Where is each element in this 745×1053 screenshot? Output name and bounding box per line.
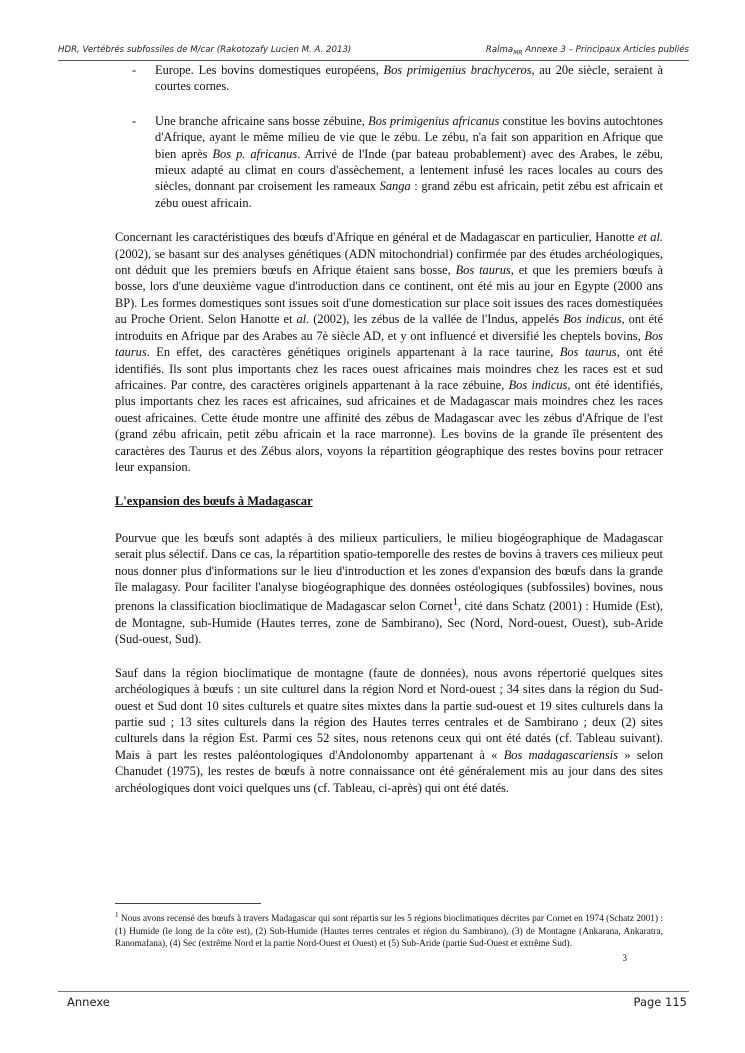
- footnote-divider: [115, 903, 261, 904]
- header-right-rest: Annexe 3 – Principaux Articles publiés: [522, 45, 689, 55]
- bullet-text: Europe. Les bovins domestiques européens, Bos primigenius brachyceros, au 20e siècle, seraient à courtes cornes.: [155, 63, 663, 94]
- bullet-text: Une branche africaine sans bosse zébuine, Bos primigenius africanus constitue les bovins autochtones d'Afrique, ayant le même milieu de vie que le zébu. Le zébu, n'a fait son apparition en Afrique que bien après Bos p. africanus. Arrivé de l'Inde (par bateau probablement) avec des Arabes, le zébu, mieux adapté au climat en cours d'assèchement, a lentement infusé les races locales au cours des siècles, donnant par croisement les rameaux Sanga : grand zébu est africain, petit zébu est africain et zébu ouest africain.: [155, 113, 664, 210]
- footnote-number: 1: [115, 911, 119, 919]
- bullet-dash: -: [132, 63, 137, 77]
- running-header-right: [486, 45, 689, 57]
- header-right-sub: MR: [513, 49, 523, 57]
- bullet-item-europe: [115, 62, 663, 95]
- running-header-left: HDR, Vertébrés subfossiles de M/car (Rakotozafy Lucien M. A. 2013): [58, 45, 352, 55]
- header-right-main: Ralma: [485, 45, 514, 55]
- paragraph-bioclimatic: Pourvue que les bœufs sont adaptés à des milieux particuliers, le milieu biogéographique de Madagascar serait plus sélectif. Dans ce cas, la répartition spatio-temporelle des restes de bovins à travers ces milieux peut nous donner plus d'informations sur le lieu d'introduction et les zones d'expansion des bœufs dans la grande île malagasy. Pour faciliter l'analyse biogéographique des données ostéologiques (subfossiles) bovines, nous prenons la classification bioclimatique de Madagascar selon Cornet$^1$, cité dans Schatz (2001) : Humide (Est), de Montagne, sub-Humide (Hautes terres, zone de Sambirano), Sec (Nord, Nord-ouest, Ouest), sub-Aride (Sud-ouest, Sud).: [115, 530, 663, 647]
- footnote: [115, 909, 663, 950]
- footnote-text: Nous avons recensé des bœufs à travers Madagascar qui sont répartis sur les 5 régions bioclimatiques décrites par Cornet en 1974 (Schatz 2001) : (1) Humide (le long de la côte est), (2) Sub-Humide (Hautes terres centrales et région du Sambirano), (3) de Montagne (Ankarana, Ankaratra, Ranomafana), (4) Sec (extrême Nord et la partie Nord-Ouest et Ouest) et (5) Sub-Aride (partie Sud-Ouest et extrême Sud).: [115, 914, 663, 949]
- footer-label: Annexe: [67, 995, 110, 1009]
- section-heading: L'expansion des bœufs à Madagascar: [115, 494, 313, 509]
- footer-divider: [58, 991, 689, 992]
- paragraph-hanotte: Concernant les caractéristiques des bœufs d'Afrique en général et de Madagascar en particulier, Hanotte et al. (2002), se basant sur des analyses génétiques (ADN mitochondrial) confirmée par des études archéologiques, ont déduit que les premiers bœufs en Afrique étaient sans bosse, Bos taurus, et que les premiers bœufs à bosse, lors d'une deuxième vague d'introduction dans ce continent, ont été mis au jour en Egypte (2000 ans BP). Les formes domestiques sont issues soit d'une domestication sur place soit issues des races domestiquées au Proche Orient. Selon Hanotte et al. (2002), les zébus de la vallée de l'Indus, appelés Bos indicus, ont été introduits en Afrique par des Arabes au 7è siècle AD, et y ont influencé et diversifié les cheptels bovins, Bos taurus. En effet, des caractères génétiques originels appartenant à la race taurine, Bos taurus, ont été identifiés. Ils sont plus importants chez les races ouest africaines mais moindres chez les races est et sud africaines. Par contre, des caractères originels appartenant à la race zébuine, Bos indicus, ont été identifiés, plus importants chez les races est africaines, sud africaines et de Madagascar mais moindres chez les races ouest africaines. Cette étude montre une affinité des zébus de Madagascar avec les zébus d'Afrique de l'est (grand zébu africain, petit zébu africain et la race marronne). Les bovins de la grande île présentent des caractères des Taurus et des Zébus alors, voyons la répartition géographique des restes bovins pour retracer leur expansion.: [115, 230, 664, 474]
- page-number: Page 115: [633, 995, 687, 1009]
- inner-page-number: 3: [622, 953, 627, 963]
- page-body: [115, 62, 663, 813]
- bullet-item-africa: [115, 113, 663, 211]
- footnote-ref[interactable]: 1: [452, 597, 458, 609]
- bullet-dash: -: [132, 113, 137, 128]
- header-divider: [58, 60, 689, 61]
- paragraph-sites: Sauf dans la région bioclimatique de montagne (faute de données), nous avons répertorié quelques sites archéologiques à bœufs : un site culturel dans la région Nord et Nord-ouest ; 34 sites dans la région du Sud-ouest et Sud dont 10 sites culturels et quatre sites mixtes dans la partie sud-ouest et 19 sites culturels dans la partie sud ; 13 sites culturels dans la région des Hautes terres centrales et de Sambirano ; deux (2) sites culturels dans la région Est. Parmi ces 52 sites, nous retenons ceux qui ont été datés (cf. Tableau suivant). Mais à part les restes paléontologiques d'Andolonomby appartenant à « Bos madagascariensis » selon Chanudet (1975), les restes de bœufs à notre connaissance ont été généralement mis au jour dans des sites archéologiques dont voici quelques uns (cf. Tableau, ci-après) qui ont été datés.: [115, 665, 664, 795]
